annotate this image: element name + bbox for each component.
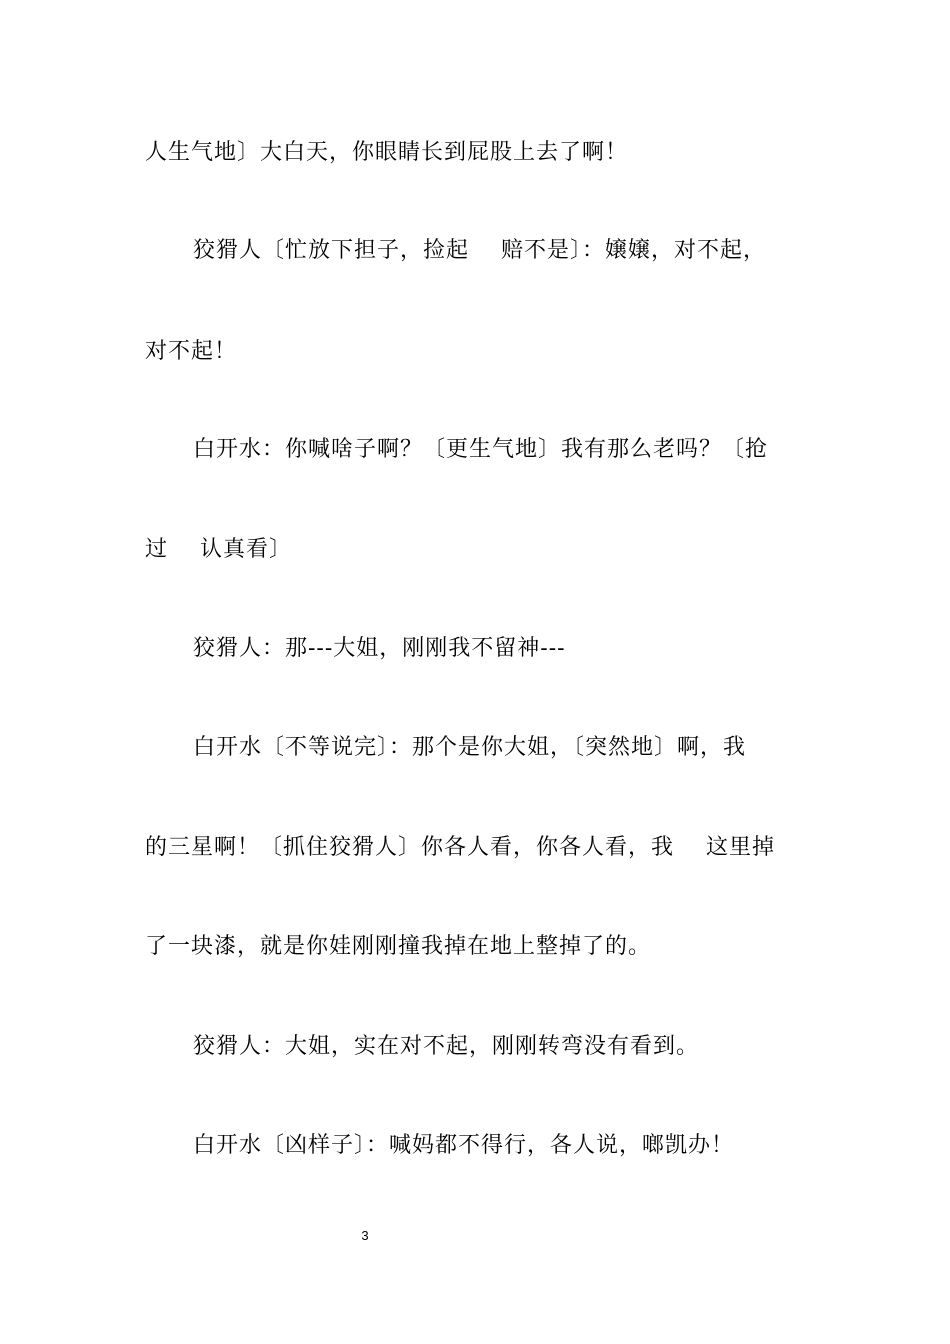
text-line: 人生气地〕大白天，你眼睛长到屁股上去了啊！: [145, 140, 629, 165]
text-line: 白开水：你喊啥子啊？〔更生气地〕我有那么老吗？〔抢: [193, 437, 769, 462]
text-line: 过 认真看〕: [145, 537, 292, 562]
text-line: 狡猾人〔忙放下担子，捡起 赔不是〕：嬢嬢，对不起，: [193, 238, 766, 263]
text-line: 了一块漆，就是你娃刚刚撞我掉在地上整掉了的。: [145, 934, 652, 959]
text-line: 对不起！: [145, 339, 238, 364]
text-line: 白开水〔不等说完〕：那个是你大姐，〔突然地〕啊，我: [193, 735, 747, 760]
text-line: 白开水〔凶样子〕：喊妈都不得行，各人说，啷凯办！: [193, 1133, 735, 1158]
page-number: 3: [361, 1228, 369, 1243]
text-line: 狡猾人：大姐，实在对不起，刚刚转弯没有看到。: [193, 1034, 700, 1059]
text-line: 狡猾人：那---大姐，刚刚我不留神---: [193, 636, 566, 661]
text-line: 的三星啊！〔抓住狡猾人〕你各人看，你各人看，我 这里掉: [145, 835, 775, 860]
